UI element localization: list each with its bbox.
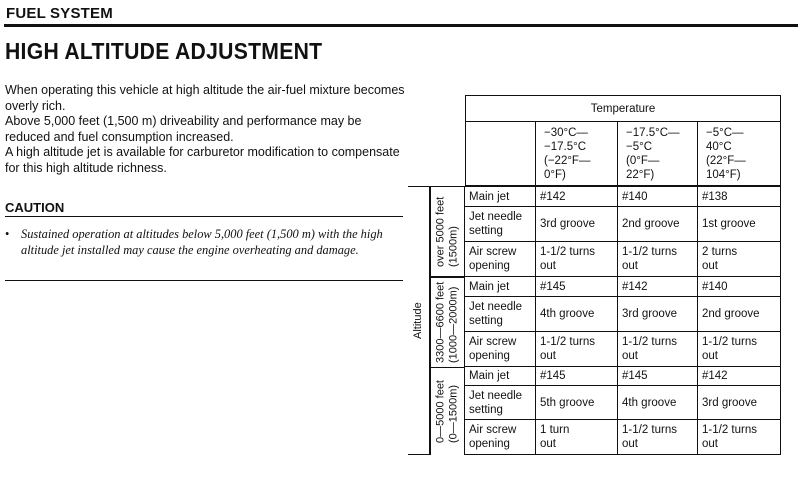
cell-line: 1-1/2 turns [622,246,677,258]
table-cell [698,242,781,277]
cell-line: 1 turn [540,424,570,436]
row-label: Main jet [465,277,536,297]
table-cell [698,332,781,367]
section-title: FUEL SYSTEM [6,5,113,22]
caution-note [5,227,401,258]
bullet-icon: • [5,227,10,241]
table-cell [698,420,781,455]
intro-paragraph: Above 5,000 feet (1,500 m) driveability and performance may be reduced and fuel consumption increased. [5,114,362,144]
altitude-range-metric: (1000—2000m) [447,286,460,364]
row-label-line: Jet needle [469,211,523,223]
caution-heading: CAUTION [5,200,65,215]
table-cell: #138 [698,186,781,207]
cell-line: out [540,260,556,272]
cell-line: 2 turns [702,246,738,258]
table-cell [618,332,698,367]
altitude-group-label [430,277,465,367]
table-cell [536,420,618,455]
caution-divider [5,216,403,217]
temp-celsius-to: −5°C [626,140,653,153]
intro-text [5,83,405,177]
altitude-group-label [430,186,465,277]
table-cell: 4th groove [536,297,618,332]
altitude-range: 0—5000 feet [434,380,447,443]
cell-line: out [622,260,638,272]
temperature-column [698,122,781,186]
altitude-range-metric: (0—1500m) [447,384,460,443]
row-label [465,297,536,332]
row-label-line: Jet needle [469,389,523,402]
altitude-label: Altitude [408,186,430,455]
row-label: Main jet [465,186,536,207]
section-header [4,2,798,27]
row-label-line: setting [469,403,503,416]
table-cell [618,420,698,455]
table-cell: 3rd groove [698,386,781,420]
cell-line: 1-1/2 turns [622,424,677,436]
cell-line: out [702,260,718,272]
table-cell: #142 [698,367,781,386]
temp-celsius-to: −17.5°C [544,140,587,153]
cell-line: out [622,350,638,362]
row-label-line: setting [469,315,503,327]
row-label [465,242,536,277]
cell-line: 1-1/2 turns [622,336,677,348]
row-label-line: opening [469,350,510,362]
table-cell: #142 [618,277,698,297]
temp-celsius-from: −17.5°C— [626,126,680,139]
intro-paragraph: A high altitude jet is available for carburetor modification to compensate for this high altitude richness. [5,145,400,175]
table-cell: 2nd groove [698,297,781,332]
temp-fahrenheit-from: (22°F— [706,154,746,167]
table-cell: 1st groove [698,207,781,242]
temp-fahrenheit-to: 22°F) [626,168,655,181]
table-cell: 4th groove [618,386,698,420]
temperature-header: Temperature [465,95,781,122]
temperature-column [618,122,698,186]
row-label-line: setting [469,225,503,237]
cell-line: 1-1/2 turns [540,246,595,258]
altitude-range: 3300—6600 feet [434,281,447,364]
temp-celsius-to: 40°C [706,140,732,153]
altitude-group-label [430,367,465,455]
table-cell: #140 [618,186,698,207]
row-label-line: Jet needle [469,301,523,313]
table-cell: 3rd groove [536,207,618,242]
cell-line: out [540,350,556,362]
table-cell: #140 [698,277,781,297]
temperature-column [536,122,618,186]
table-cell [536,332,618,367]
row-label-line: Air screw [469,336,517,348]
cell-line: out [622,438,638,450]
header-blank-cell [465,122,536,186]
table-cell: 2nd groove [618,207,698,242]
table-cell [618,242,698,277]
row-label [465,420,536,455]
temp-fahrenheit-to: 0°F) [544,168,566,181]
temp-celsius-from: −30°C— [544,126,588,139]
altitude-range-metric: (1500m) [447,225,460,267]
row-label: Main jet [465,367,536,386]
altitude-range: over 5000 feet [434,196,447,267]
cell-line: 1-1/2 turns [702,336,757,348]
table-cell: #142 [536,186,618,207]
caution-text: Sustained operation at altitudes below 5,000 feet (1,500 m) with the high altitude jet installed may cause the engine overheating and damage. [21,227,383,257]
temp-fahrenheit-from: (−22°F— [544,154,591,167]
table-cell: #145 [536,277,618,297]
table-cell: 5th groove [536,386,618,420]
row-label-line: Air screw [469,246,517,258]
row-label [465,386,536,420]
caution-divider [5,280,403,281]
cell-line: out [702,438,718,450]
page-title: HIGH ALTITUDE ADJUSTMENT [5,38,323,64]
temp-fahrenheit-from: (0°F— [626,154,660,167]
temp-celsius-from: −5°C— [706,126,744,139]
cell-line: out [540,438,556,450]
row-label-line: opening [469,438,510,450]
row-label-line: opening [469,260,510,272]
cell-line: 1-1/2 turns [540,336,595,348]
cell-line: out [702,350,718,362]
temp-fahrenheit-to: 104°F) [706,168,741,181]
row-label [465,207,536,242]
table-cell: #145 [536,367,618,386]
cell-line: 1-1/2 turns [702,424,757,436]
table-cell: 3rd groove [618,297,698,332]
high-altitude-table [408,95,781,473]
row-label-line: Air screw [469,424,517,436]
table-cell [536,242,618,277]
table-cell: #145 [618,367,698,386]
intro-paragraph: When operating this vehicle at high altitude the air-fuel mixture becomes overly rich. [5,83,405,113]
row-label [465,332,536,367]
